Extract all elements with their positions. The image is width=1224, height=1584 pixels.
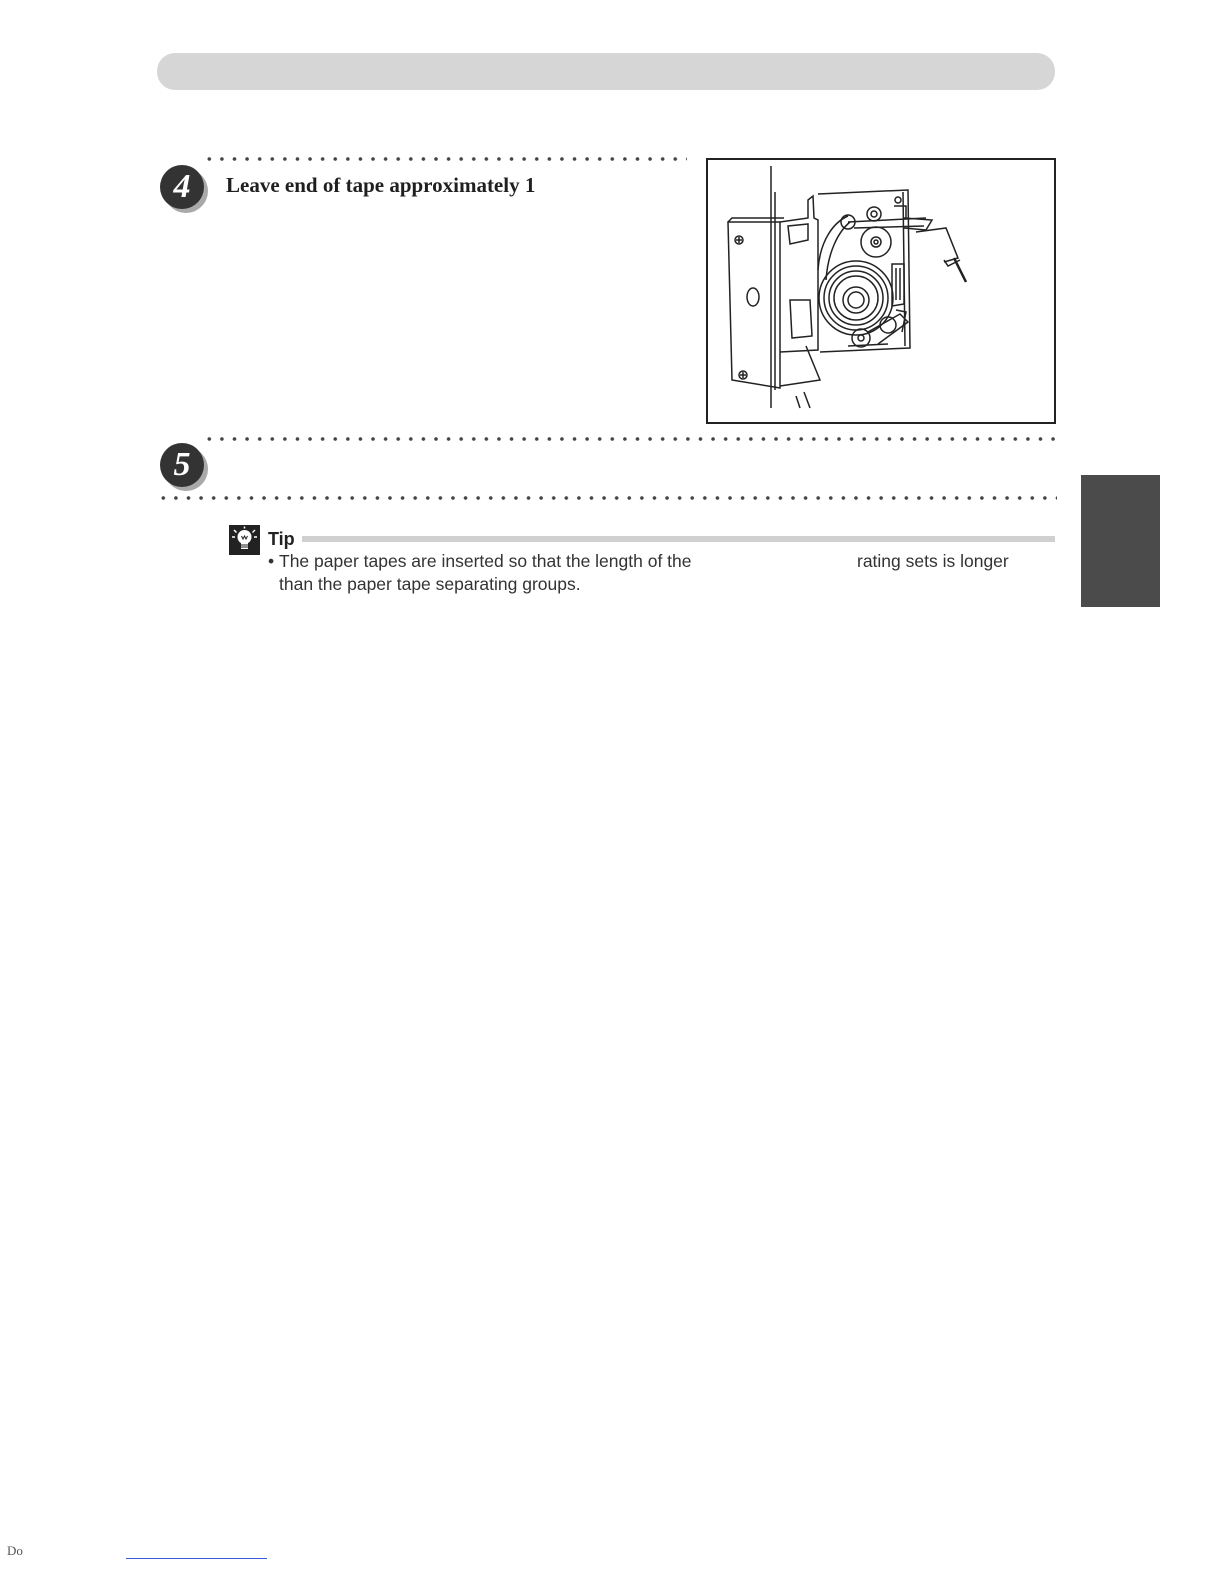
tape-unit-illustration: [706, 158, 1056, 424]
step-badge-5: [160, 443, 208, 491]
dotted-separator-top: [203, 156, 687, 162]
tip-label: Tip: [268, 529, 295, 549]
dotted-separator-middle: [203, 436, 1057, 442]
step-4-instruction: Leave end of tape approximately 1: [226, 173, 536, 197]
tape-unit-drawing: [708, 160, 1054, 422]
step-number: 4: [160, 165, 204, 209]
tip-line-1-right: rating sets is longer: [857, 551, 1009, 571]
tip-line-1-left: The paper tapes are inserted so that the length of the: [279, 551, 692, 571]
tip-divider: [302, 536, 1055, 542]
footer-mark: Do: [7, 1543, 23, 1558]
dotted-separator-bottom: [157, 495, 1057, 501]
tip-bullet: •: [268, 551, 275, 571]
tip-line-2: than the paper tape separating groups.: [279, 574, 581, 594]
footer-link-underline[interactable]: [126, 1558, 267, 1559]
step-number: 5: [160, 443, 204, 487]
lightbulb-icon: [229, 525, 260, 555]
header-bar: [157, 53, 1055, 90]
step-badge-4: [160, 165, 208, 213]
chapter-side-tab: [1081, 475, 1160, 607]
